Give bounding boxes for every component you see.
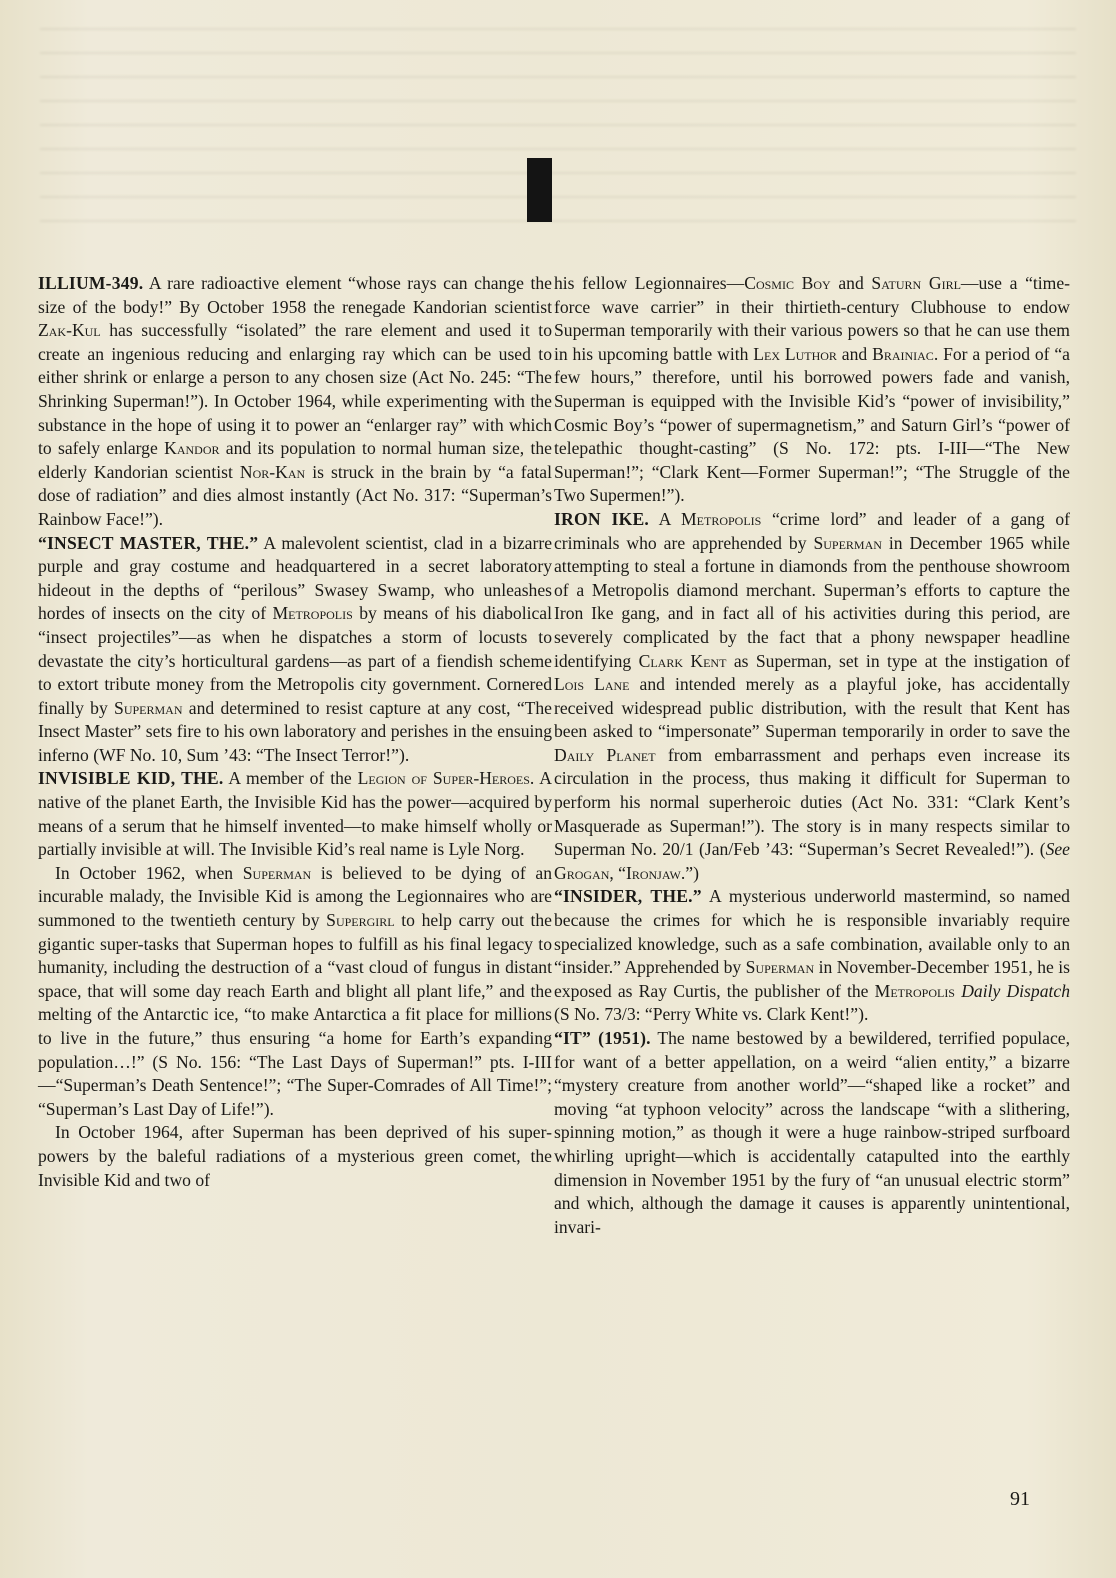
- section-letter-block: [527, 158, 552, 222]
- cross-reference: Metropolis: [874, 980, 955, 1001]
- cross-reference: Clark Kent: [638, 650, 727, 671]
- cross-reference: Superman: [114, 697, 183, 718]
- cross-reference: Legion of Super-Heroes: [357, 768, 530, 789]
- publication-title: Daily Dispatch: [961, 980, 1070, 1001]
- cross-reference: Grogan: [554, 862, 610, 883]
- cross-reference: Superman: [813, 532, 882, 553]
- cross-reference: Metropolis: [272, 603, 353, 624]
- cross-reference: Metropolis: [681, 508, 762, 529]
- entry-heading: “INSECT MASTER, THE.”: [38, 532, 259, 553]
- cross-reference: Ironjaw: [625, 862, 681, 883]
- entry-invisible-kid: INVISIBLE KID, THE. A member of the Legion of Super-Heroes. A native of the planet Earth, the Invisible Kid has the power—acquired by means of a serum that he himself invented—to make himself wholly or partially invisible at will. The Invisible Kid’s real name is Lyle Norg.: [38, 768, 552, 860]
- entry-insect-master: “INSECT MASTER, THE.” A malevolent scientist, clad in a bizarre purple and gray costume and headquartered in a secret laboratory hideout in the depths of “perilous” Swasey Swamp, who unleashes hordes of insects on the city of Metropolis by means of his diabolical “insect projectiles”—as when he dispatches a storm of locusts to devastate the city’s horticultural gardens—as part of a fiendish scheme to extort tribute money from the Metropolis city government. Cornered finally by Superman and determined to resist capture at any cost, “The Insect Master” sets fire to his own laboratory and perishes in the ensuing inferno (WF No. 10, Sum ’43: “The Insect Terror!”).: [38, 532, 552, 765]
- entry-heading: IRON IKE.: [554, 508, 650, 529]
- cross-reference: Brainiac: [872, 343, 934, 364]
- entry-heading: INVISIBLE KID, THE.: [38, 768, 224, 789]
- entry-heading: “IT” (1951).: [554, 1028, 651, 1048]
- cross-reference: Lois Lane: [554, 674, 630, 695]
- entry-heading: ILLIUM-349.: [38, 273, 144, 293]
- paragraph-invisible-kid-1962: In October 1962, when Superman is believed to be dying of an incurable malady, the Invisible Kid is among the Legionnaires who are summoned to the twentieth century by Supergirl to help carry out the gigantic super-tasks that Superman hopes to fulfill as his final legacy to humanity, including the destruction of a “vast cloud of fungus in distant space, that will some day reach Earth and blight all plant life,” and the melting of the Antarctic ice, “to make Antarctica a fit place for millions to live in the future,” thus ensuring “a home for Earth’s expanding population…!” (S No. 156: “The Last Days of Superman!” pts. I-III—“Superman’s Death Sentence!”; “The Super-Comrades of All Time!”; “Superman’s Last Day of Life!”).: [38, 862, 552, 1119]
- cross-reference: Daily Planet: [554, 744, 656, 765]
- entry-heading: “INSIDER, THE.”: [554, 886, 702, 907]
- entry-iron-ike: IRON IKE. A Metropolis “crime lord” and leader of a gang of criminals who are apprehended by Superman in December 1965 while attempting to steal a fortune in diamonds from the penthouse showroom of a Metropolis diamond merchant. Superman’s efforts to capture the Iron Ike gang, and in fact all of his activities during this period, are severely complicated by the fact that a phony newspaper headline identifying Clark Kent as Superman, set in type at the instigation of Lois Lane and intended merely as a playful joke, has accidentally received widespread public distribution, with the result that Kent has been asked to “impersonate” Superman temporarily in order to save the Daily Planet from embarrassment and perhaps even increase its circulation in the process, thus making it difficult for Superman to perform his normal superheroic duties (Act No. 331: “Clark Kent’s Masquerade as Superman!”). The story is in many respects similar to Superman No. 20/1 (Jan/Feb ’43: “Superman’s Secret Revealed!”). (See Grogan, “Ironjaw.”): [554, 508, 1070, 883]
- see-also: See: [1045, 839, 1070, 860]
- cross-reference: Cosmic Boy: [744, 273, 831, 293]
- entry-it-1951: “IT” (1951). The name bestowed by a bewildered, terrified populace, for want of a better appellation, on a weird “alien entity,” a bizarre “mystery creature from another world”—“shaped like a rocket” and moving “at typhoon velocity” across the landscape “with a slithering, spinning motion,” as though it were a huge rainbow-striped surfboard whirling upright—which is accidentally catapulted into the earthly dimension in November 1951 by the fury of “an unusual electric storm” and which, although the damage it causes is apparently unintentional, invari-: [554, 1028, 1070, 1237]
- left-column: [38, 272, 552, 1192]
- cross-reference: Nor-Kan: [239, 461, 306, 482]
- entry-illium-349: ILLIUM-349. A rare radioactive element “whose rays can change the size of the body!” By October 1958 the renegade Kandorian scientist Zak-Kul has successfully “isolated” the rare element and used it to create an ingenious reducing and enlarging ray which can be used to either shrink or enlarge a person to any chosen size (Act No. 245: “The Shrinking Superman!”). In October 1964, while experimenting with the substance in the hope of using it to power an “enlarger ray” with which to safely enlarge Kandor and its population to normal human size, the elderly Kandorian scientist Nor-Kan is struck in the brain by “a fatal dose of radiation” and dies almost instantly (Act No. 317: “Superman’s Rainbow Face!”).: [38, 273, 552, 529]
- entry-insider: “INSIDER, THE.” A mysterious underworld mastermind, so named because the crimes for which he is responsible invariably require specialized knowledge, such as a safe combination, available only to an “insider.” Apprehended by Superman in November-December 1951, he is exposed as Ray Curtis, the publisher of the Metropolis Daily Dispatch (S No. 73/3: “Perry White vs. Clark Kent!”).: [554, 886, 1070, 1025]
- cross-reference: Supergirl: [326, 910, 395, 931]
- paragraph-invisible-kid-1964: In October 1964, after Superman has been deprived of his super-powers by the baleful radiations of a mysterious green comet, the Invisible Kid and two of: [38, 1122, 552, 1190]
- cross-reference: Kandor: [164, 438, 220, 459]
- right-column: [554, 272, 1070, 1239]
- cross-reference: Saturn Girl: [871, 273, 961, 293]
- cross-reference: Lex Luthor: [753, 343, 837, 364]
- paragraph-continuation: his fellow Legionnaires—Cosmic Boy and Saturn Girl—use a “time-force wave carrier” in their thirtieth-century Clubhouse to endow Superman temporarily with their various powers so that he can use them in his upcoming battle with Lex Luthor and Brainiac. For a period of “a few hours,” therefore, until his borrowed powers fade and vanish, Superman is equipped with the Invisible Kid’s “power of invisibility,” Cosmic Boy’s “power of supermagnetism,” and Saturn Girl’s “power of telepathic thought-casting” (S No. 172: pts. I-III—“The New Superman!”; “Clark Kent—Former Superman!”; “The Struggle of the Two Supermen!”).: [554, 273, 1071, 506]
- cross-reference: Superman: [242, 862, 312, 883]
- page-number: 91: [1010, 1488, 1030, 1510]
- cross-reference: Zak-Kul: [38, 320, 101, 341]
- cross-reference: Superman: [745, 957, 815, 978]
- show-through-print: [40, 28, 1076, 238]
